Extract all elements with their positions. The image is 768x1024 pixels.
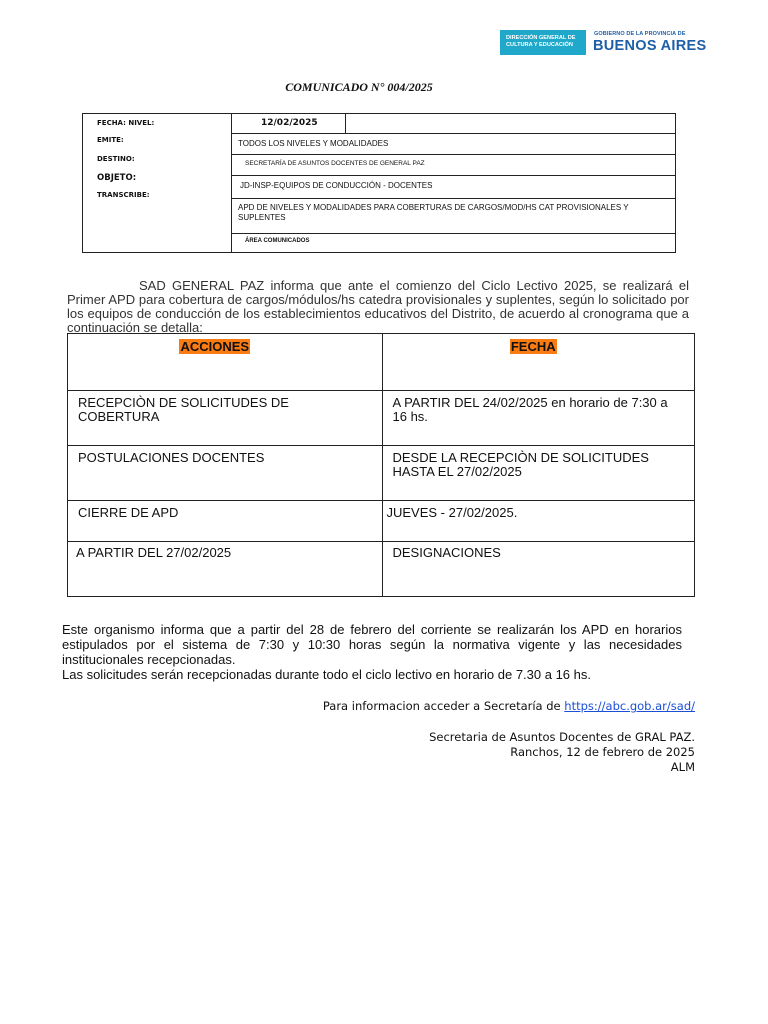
header-fecha: FECHA [510, 339, 556, 354]
value-fecha: 12/02/2025 [261, 118, 318, 128]
logo-line-1: DIRECCIÓN GENERAL DE [506, 35, 576, 41]
value-destino: JD-INSP-EQUIPOS DE CONDUCCIÓN - DOCENTES [240, 181, 433, 190]
header-cell [382, 334, 695, 391]
value-transcribe: ÁREA COMUNICADOS [245, 238, 310, 244]
divider [231, 175, 676, 176]
value-emite: SECRETARÍA DE ASUNTOS DOCENTES DE GENERAL PAZ [245, 160, 425, 167]
table-cell: POSTULACIONES DOCENTES [68, 446, 383, 501]
body-paragraph-2: Las solicitudes serán recepcionadas durante todo el ciclo lectivo en horario de 7.30 a 16 hs. [62, 667, 591, 682]
body-paragraph-1: Este organismo informa que a partir del 28 de febrero del corriente se realizarán los APD en horarios estipulados por el sistema de 7:30 y 10:30 horas según la normativa vigente y las necesidades institucionales recepcionadas. [62, 622, 682, 667]
intro-paragraph: SAD GENERAL PAZ informa que ante el comienzo del Ciclo Lectivo 2025, se realizará el Primer APD para cobertura de cargos/módulos/hs catedra provisionales y suplentes, según lo solicitado por los equipos de conducción de los establecimientos educativos del Distrito, de acuerdo al cronograma que a continuación se detalla: [67, 278, 689, 335]
table-cell: A PARTIR DEL 24/02/2025 en horario de 7:30 a 16 hs. [382, 391, 695, 446]
header-acciones: ACCIONES [180, 339, 250, 354]
signature-line-3: ALM [670, 760, 695, 774]
table-row [68, 446, 695, 501]
divider [231, 154, 676, 155]
title-text: COMUNICADO N° 004/2025 [285, 80, 433, 94]
table-cell: CIERRE DE APD [68, 501, 383, 542]
info-line-text: Para informacion acceder a Secretaría de [322, 699, 565, 713]
info-line [323, 699, 695, 713]
sad-link[interactable]: https://abc.gob.ar/sad/ [564, 699, 695, 713]
value-nivel: TODOS LOS NIVELES Y MODALIDADES [238, 139, 389, 148]
table-row [68, 501, 695, 542]
label-transcribe: TRANSCRIBE: [97, 191, 150, 199]
table-cell: RECEPCIÒN DE SOLICITUDES DE COBERTURA [68, 391, 383, 446]
value-objeto: APD DE NIVELES Y MODALIDADES PARA COBERTURAS DE CARGOS/MOD/HS CAT PROVISIONALES Y SUPLENTES [238, 203, 629, 222]
table-cell: DESDE LA RECEPCIÒN DE SOLICITUDES HASTA EL 27/02/2025 [382, 446, 695, 501]
page-title [0, 80, 768, 95]
table-row [68, 391, 695, 446]
table-header-row [68, 334, 695, 391]
signature-line-1: Secretaria de Asuntos Docentes de GRAL PAZ. [429, 730, 695, 744]
province-logo-big: BUENOS AIRES [593, 38, 707, 54]
divider [231, 133, 676, 134]
divider [231, 233, 676, 234]
divider [345, 113, 346, 134]
label-fecha-nivel: FECHA: NIVEL: [97, 119, 155, 127]
signature-block [429, 730, 695, 775]
label-objeto: OBJETO: [97, 173, 137, 183]
body-text [62, 622, 682, 682]
table-cell: JUEVES - 27/02/2025. [382, 501, 695, 542]
header-cell [68, 334, 383, 391]
divider [231, 198, 676, 199]
dgcye-logo [500, 30, 586, 55]
signature-line-2: Ranchos, 12 de febrero de 2025 [510, 745, 695, 759]
table-cell: A PARTIR DEL 27/02/2025 [68, 542, 383, 597]
schedule-table [67, 333, 695, 597]
table-row [68, 542, 695, 597]
table-cell: DESIGNACIONES [382, 542, 695, 597]
label-destino: DESTINO: [97, 155, 135, 163]
province-logo-small: GOBIERNO DE LA PROVINCIA DE [594, 31, 686, 37]
logo-line-2: CULTURA Y EDUCACIÓN [506, 42, 573, 48]
divider [231, 113, 232, 253]
label-emite: EMITE: [97, 136, 124, 144]
